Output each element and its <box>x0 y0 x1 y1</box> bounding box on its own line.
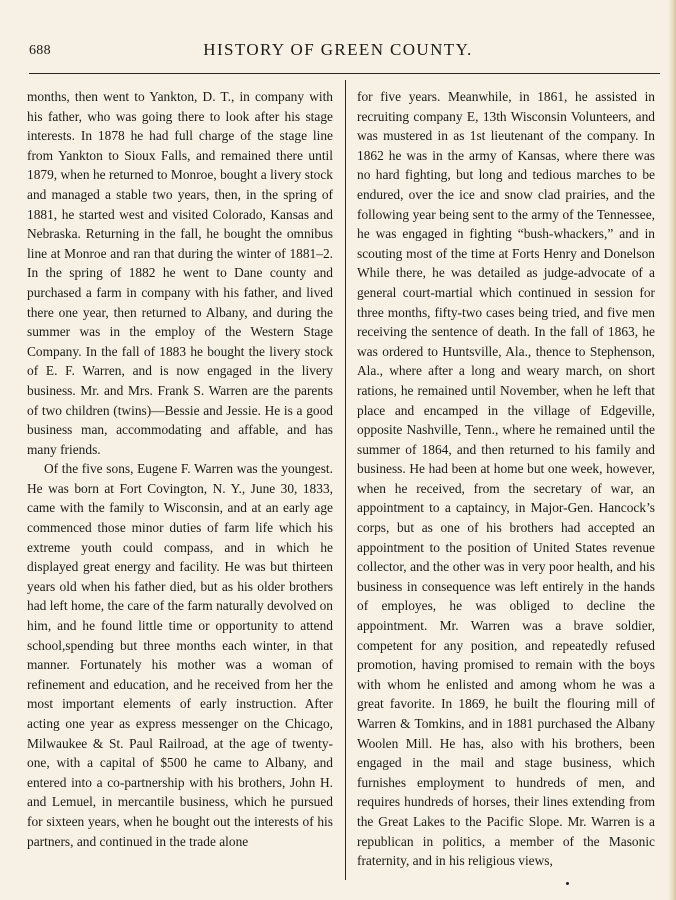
ink-speck <box>566 882 569 885</box>
left-paragraph-2: Of the five sons, Eugene F. Warren was the youngest. He was born at Fort Covington, N. Y., June 30, 1833, came with the family to Wisconsin, and at an early age commenced those minor duties of farm life which his extreme youth could compass, and in which he displayed great energy and facility. He was but thirteen years old when his father died, but as his older brothers had left home, the care of the farm naturally devolved on him, and he found little time or opportunity to attend school,spending but three months each winter, in that manner. Fortunately his mother was a woman of refinement and education, and he received from her the most important elements of early instruction. After acting one year as express messenger on the Chicago, Milwaukee & St. Paul Railroad, at the age of twenty-one, with a capital of $500 he came to Albany, and entered into a co-partnership with his brothers, John H. and Lemuel, in mercantile business, which he pursued for sixteen years, when he bought out the interests of his partners, and continued in the trade alone <box>27 461 333 849</box>
column-divider <box>345 80 346 880</box>
left-paragraph-1: months, then went to Yankton, D. T., in company with his father, who was going there to look after his stage interests. In 1878 he had full charge of the stage line from Yankton to Sioux Falls, and remained there until 1879, when he returned to Monroe, bought a livery stock and managed a stable two years, then, in the spring of 1881, he started west and visited Colorado, Kansas and Nebraska. Returning in the fall, he bought the omnibus line at Monroe and ran that during the winter of 1881–2. In the spring of 1882 he went to Dane county and purchased a farm in company with his father, and lived there one year, then returned to Albany, and during the summer was in the employ of the Western Stage Company. In the fall of 1883 he bought the livery stock of E. F. Warren, and is now engaged in the livery business. Mr. and Mrs. Frank S. Warren are the parents of two children (twins)—Bessie and Jessie. He is a good business man, accommodating and affable, and has many friends. <box>27 89 333 457</box>
header-rule <box>29 73 660 74</box>
page-edge-shadow <box>668 0 676 900</box>
page-number: 688 <box>29 43 51 58</box>
right-column <box>357 87 655 871</box>
running-title: HISTORY OF GREEN COUNTY. <box>203 40 473 59</box>
right-paragraph-1: for five years. Meanwhile, in 1861, he assisted in recruiting company E, 13th Wisconsin Volunteers, and was mustered in as 1st lieutenant of the company. In 1862 he was in the army of Kansas, where there was no hard fighting, but long and tedious marches to be endured, over the ice and snow clad prairies, and the following year being sent to the army of the Tennessee, he was engaged in fighting “bush-whackers,” and in scouting most of the time at Forts Henry and Donelson While there, he was detailed as judge-advocate of a general court-martial which continued in session for three months, fifty-two cases being tried, and five men receiving the sentence of death. In the fall of 1863, he was ordered to Huntsville, Ala., thence to Stephenson, Ala., where after a long and weary march, on short rations, he remained until November, when he left that place and encamped in the village of Edgeville, opposite Nashville, Tenn., where he remained until the summer of 1864, and then returned to his family and business. He had been at home but one week, however, when he received, from the secretary of war, an appointment to a captaincy, in Major-Gen. Hancock’s corps, but as one of his brothers had accepted an appointment to the position of United States revenue collector, and the other was in very poor health, and his business in consequence was left entirely in the hands of employes, he was obliged to decline the appointment. Mr. Warren was a brave soldier, competent for any position, and repeatedly refused promotion, having promised to remain with the boys with whom he enlisted and among whom he was a great favorite. In 1869, he built the flouring mill of Warren & Tomkins, and in 1881 purchased the Albany Woolen Mill. He has, also with his brothers, been engaged in the mail and stage business, which furnishes employment to hundreds of men, and requires hundreds of horses, their lines extending from the Great Lakes to the Pacific Slope. Mr. Warren is a republican in politics, a member of the Masonic fraternity, and in his religious views, <box>357 89 655 869</box>
left-column <box>27 87 333 851</box>
